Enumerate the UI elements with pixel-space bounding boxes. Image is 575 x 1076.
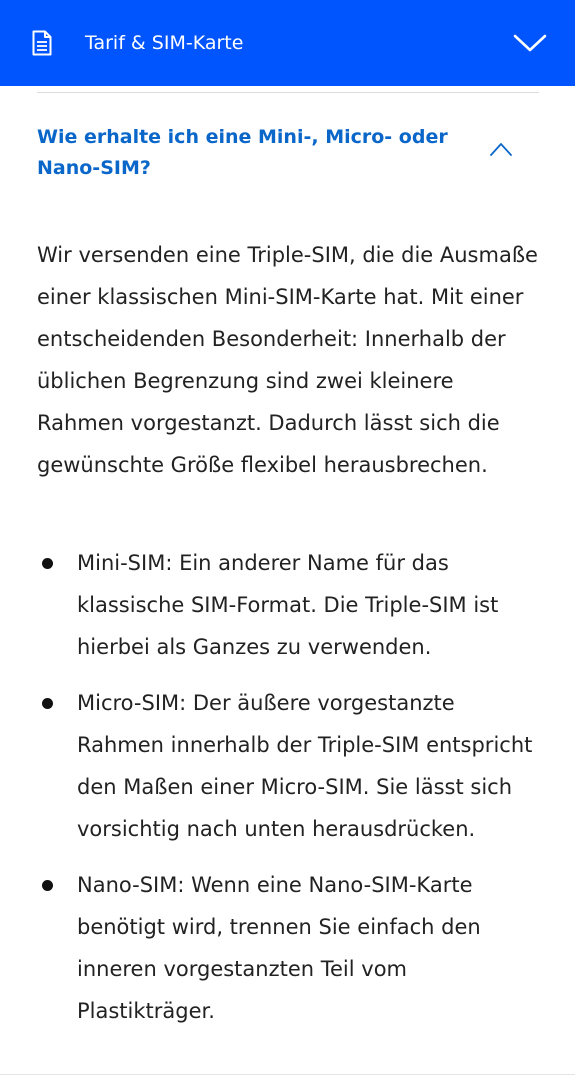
section-header-bar[interactable] xyxy=(0,0,575,86)
chevron-up-icon[interactable] xyxy=(489,141,513,157)
bottom-divider xyxy=(0,1074,575,1075)
section-title: Tarif & SIM-Karte xyxy=(85,32,244,54)
bullet-icon xyxy=(42,558,53,569)
list-item-text: Mini-SIM: Ein anderer Name für das klassische SIM-Format. Die Triple-SIM ist hierbei als Ganzes zu verwenden. xyxy=(77,551,499,659)
faq-question-toggle[interactable] xyxy=(37,122,537,192)
list-item xyxy=(37,542,547,668)
divider xyxy=(37,92,539,93)
faq-answer-intro: Wir versenden eine Triple-SIM, die die Ausmaße einer klassischen Mini-SIM-Karte hat. Mit einer entscheidenden Besonderheit: Innerhalb der üblichen Begrenzung sind zwei kleinere Rahmen vorgestanzt. Dadurch lässt sich die gewünschte Größe flexibel herausbrechen. xyxy=(37,243,538,477)
bullet-icon xyxy=(42,880,53,891)
faq-answer-list xyxy=(37,542,547,1046)
bullet-icon xyxy=(42,698,53,709)
list-item-text: Nano-SIM: Wenn eine Nano-SIM-Karte benötigt wird, trennen Sie einfach den inneren vorgestanzten Teil vom Plastikträger. xyxy=(77,873,481,1023)
document-icon xyxy=(32,30,52,56)
list-item xyxy=(37,682,547,850)
faq-question: Wie erhalte ich eine Mini-, Micro- oder Nano-SIM? xyxy=(37,126,448,179)
list-item xyxy=(37,864,547,1032)
chevron-down-icon[interactable] xyxy=(512,30,548,56)
list-item-text: Micro-SIM: Der äußere vorgestanzte Rahmen innerhalb der Triple-SIM entspricht den Maßen einer Micro-SIM. Sie lässt sich vorsichtig nach unten herausdrücken. xyxy=(77,691,533,841)
